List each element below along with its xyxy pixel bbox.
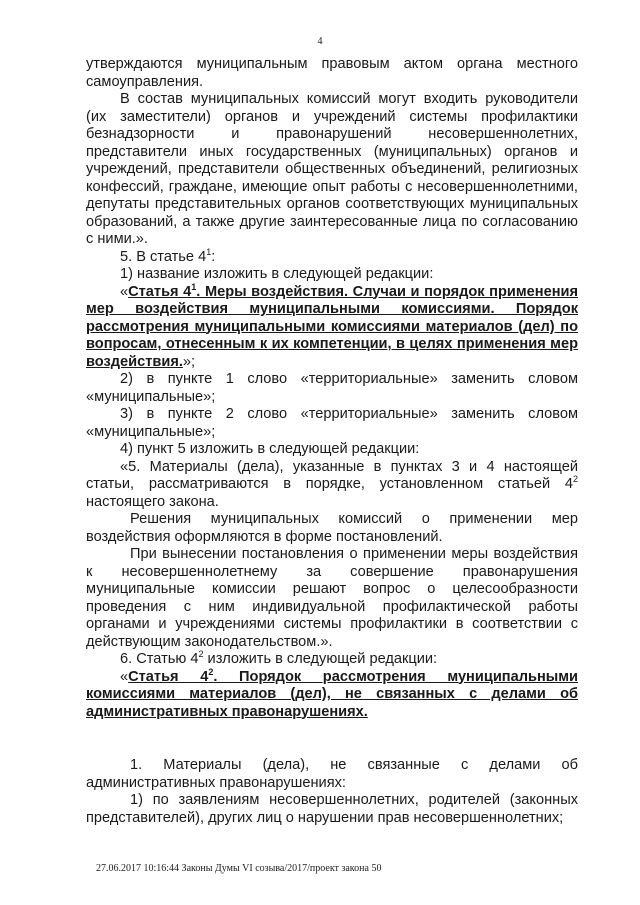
article-title-4-1: [86, 281, 578, 372]
paragraph-text: изложить в следующей редакции:: [203, 651, 438, 667]
paragraph-text: 6. Статью 4: [120, 651, 199, 667]
article-title-4-2: [86, 666, 579, 722]
article-heading-text: Статья 4: [128, 668, 209, 685]
quote-close: »;: [182, 353, 196, 370]
superscript: 2: [198, 649, 204, 660]
paragraph: В состав муниципальных комиссий могут входить руководители (их заместители) органов и учреждений системы профилактики безнадзорности и правонарушений несовершеннолетних, представители иных государственных (муниципальных) органов и учреждений, представители общественных объединений, религиозных конфессий, граждане, имеющие опыт работы с несовершеннолетними, депутаты представительных органов соответствующих муниципальных образований, а также другие заинтересованные лица по согласованию с ними.».: [86, 91, 578, 247]
page-number: 4: [317, 36, 323, 47]
footer-stamp: 27.06.2017 10:16:44 Законы Думы VI созыва/2017/проект закона 50: [96, 863, 382, 874]
paragraph: [86, 651, 578, 669]
paragraph: 4) пункт 5 изложить в следующей редакции:: [120, 441, 420, 457]
paragraph-text: 5. В статье 4: [120, 248, 207, 265]
paragraph: утверждаются муниципальным правовым актом органа местного самоуправления.: [86, 56, 578, 90]
superscript: 1: [206, 246, 212, 257]
paragraph: [86, 459, 578, 512]
paragraph: 1) название изложить в следующей редакции:: [120, 266, 434, 282]
superscript: 1: [191, 281, 197, 292]
document-body: [86, 56, 578, 827]
paragraph-article-amendment: [86, 246, 578, 267]
paragraph: При вынесении постановления о применении меры воздействия к несовершеннолетнему за совершение правонарушения муниципальные комиссии решают вопрос о целесообразности проведения с ним индивидуальной профилактической работы органами и учреждениями системы профилактики в соответствии с действующим законодательством.».: [86, 546, 578, 650]
paragraph: 1) по заявлениям несовершеннолетних, родителей (законных представителей), других лиц о нарушении прав несовершеннолетних;: [86, 792, 578, 826]
article-heading-text: Статья 4: [128, 283, 192, 300]
superscript: 2: [208, 666, 214, 677]
paragraph-text: «5. Материалы (дела), указанные в пунктах 3 и 4 настоящей статьи, рассматриваются в порядке, установленном статьей 4: [86, 458, 578, 492]
article-heading-text: . Порядок рассмотрения муниципальными комиссиями материалов (дел), не связанных с делами об административных правонарушениях.: [86, 668, 579, 720]
article-heading: [86, 281, 578, 370]
spacer: [86, 721, 578, 757]
quote-open: «: [120, 668, 129, 685]
paragraph-text: :: [211, 248, 216, 265]
paragraph: 2) в пункте 1 слово «территориальные» заменить словом «муниципальные»;: [86, 371, 578, 405]
quote-open: «: [120, 283, 129, 300]
article-heading: [86, 666, 579, 720]
paragraph: 1. Материалы (дела), не связанные с делами об административных правонарушениях:: [86, 757, 578, 791]
paragraph: Решения муниципальных комиссий о применении мер воздействия оформляются в форме постановлений.: [86, 511, 578, 545]
paragraph: 3) в пункте 2 слово «территориальные» заменить словом «муниципальные»;: [86, 406, 578, 440]
superscript: 2: [572, 474, 578, 485]
paragraph-text: настоящего закона.: [86, 493, 219, 510]
article-heading-text: . Меры воздействия. Случаи и порядок применения мер воздействия муниципальными комиссиями. Порядок рассмотрения муниципальными комиссиями материалов (дел) по вопросам, отнесенным к их компетенции, в целях применения мер воздействия.: [86, 283, 578, 370]
